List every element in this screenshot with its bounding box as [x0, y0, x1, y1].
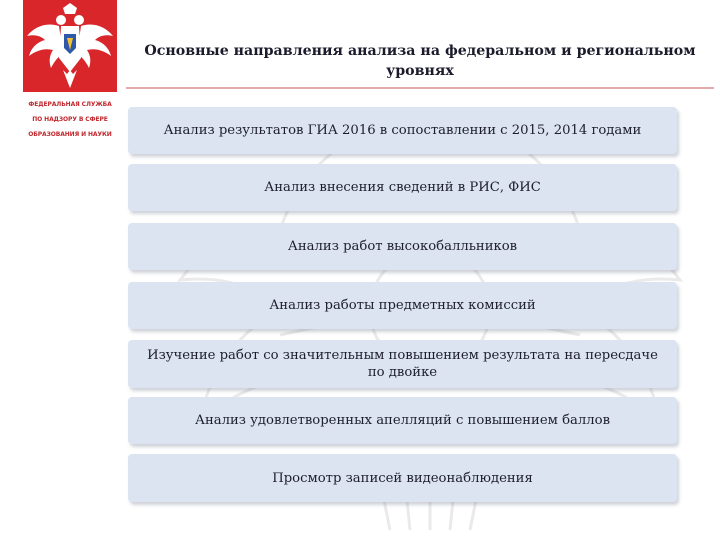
agency-name	[22, 102, 118, 147]
agency-line: ОБРАЗОВАНИЯ И НАУКИ	[28, 131, 112, 138]
direction-item: Просмотр записей видеонаблюдения	[128, 454, 677, 502]
eagle-emblem-icon	[23, 0, 117, 92]
logo	[23, 0, 117, 92]
direction-item: Анализ удовлетворенных апелляций с повышением баллов	[128, 397, 677, 444]
direction-item: Анализ результатов ГИА 2016 в сопоставлении с 2015, 2014 годами	[128, 107, 677, 154]
agency-line: ФЕДЕРАЛЬНАЯ СЛУЖБА	[28, 101, 112, 108]
direction-item: Анализ работы предметных комиссий	[128, 282, 677, 329]
page-title: Основные направления анализа на федеральном и региональном уровнях	[144, 43, 696, 79]
agency-line: ПО НАДЗОРУ В СФЕРЕ	[32, 116, 108, 123]
direction-item: Изучение работ со значительным повышением результата на пересдаче по двойке	[128, 340, 677, 388]
title-divider	[126, 87, 714, 89]
direction-item: Анализ внесения сведений в РИС, ФИС	[128, 164, 677, 211]
direction-item: Анализ работ высокобалльников	[128, 223, 677, 270]
